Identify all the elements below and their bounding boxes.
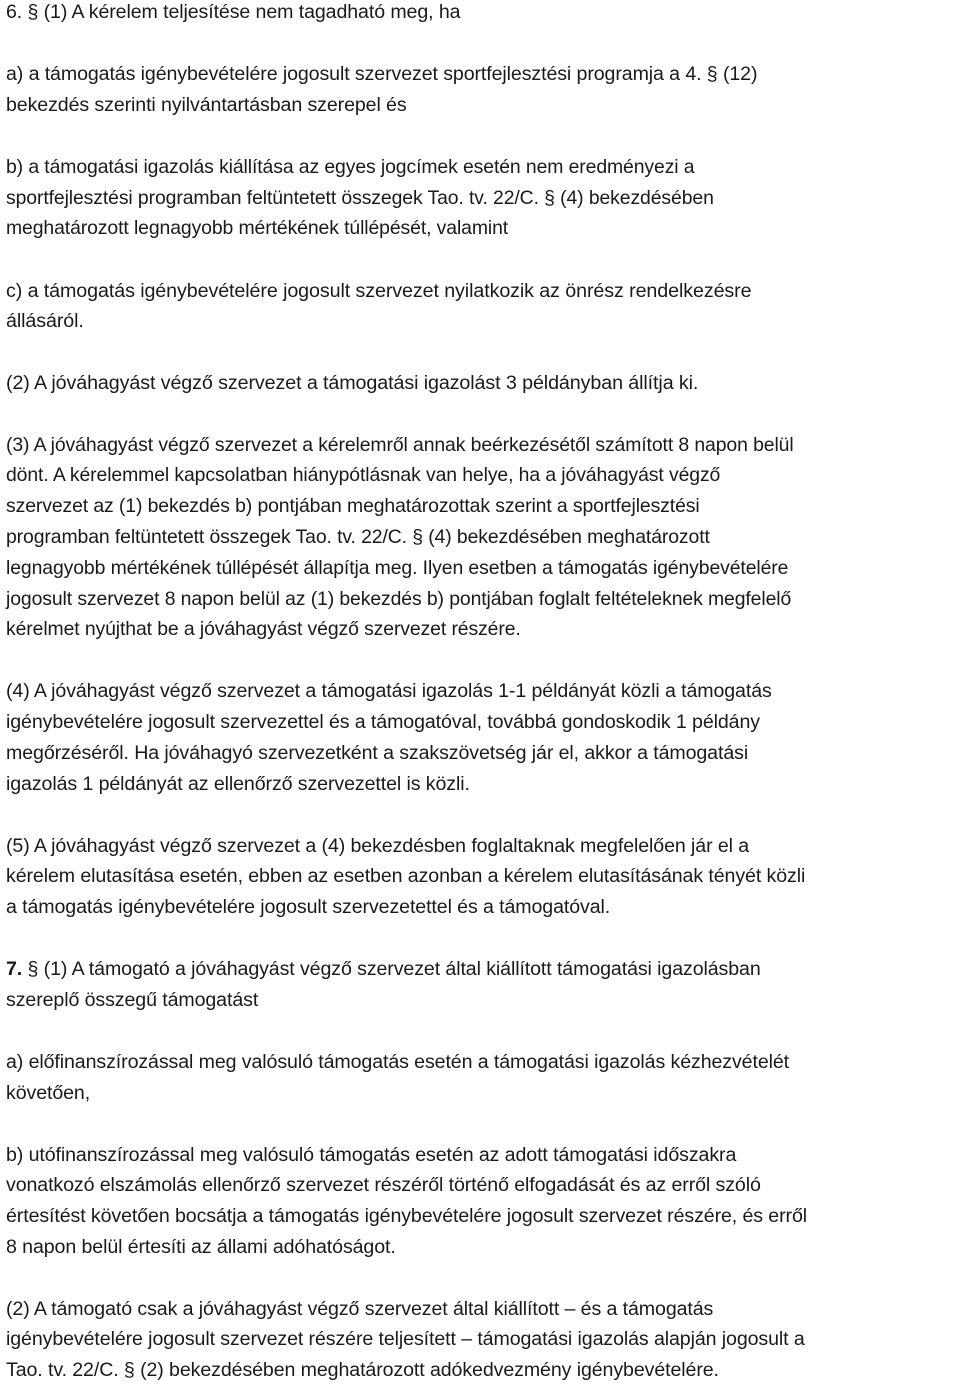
paragraph-line: Tao. tv. 22/C. § (2) bekezdésében meghatározott adókedvezmény igénybevételére.: [6, 1359, 719, 1381]
paragraph-line: értesítést követően bocsátja a támogatás igénybevételére jogosult szervezet részére, és erről: [6, 1205, 808, 1227]
section-7-number: 7.: [6, 958, 23, 980]
paragraph-line: bekezdés szerinti nyilvántartásban szerepel és: [6, 94, 407, 116]
paragraph-line: c) a támogatás igénybevételére jogosult szervezet nyilatkozik az önrész rendelkezésre: [6, 280, 752, 302]
paragraph-line: 8 napon belül értesíti az állami adóhatóságot.: [6, 1236, 396, 1258]
paragraph-line: a támogatás igénybevételére jogosult szervezetettel és a támogatóval.: [6, 896, 611, 918]
paragraph-line: szereplő összegű támogatást: [6, 989, 259, 1011]
paragraph-line: programban feltüntetett összegek Tao. tv. 22/C. § (4) bekezdésében meghatározott: [6, 526, 710, 548]
section-6-heading: 6. § (1) A kérelem teljesítése nem tagadható meg, ha: [6, 1, 461, 23]
paragraph-line: (5) A jóváhagyást végző szervezet a (4) bekezdésben foglaltaknak megfelelően jár el a: [6, 835, 750, 857]
paragraph-line: a) a támogatás igénybevételére jogosult szervezet sportfejlesztési programja a 4. § (12): [6, 63, 758, 85]
paragraph-line: vonatkozó elszámolás ellenőrző szervezet részéről történő elfogadását és az erről szóló: [6, 1174, 761, 1196]
paragraph-line: (2) A támogató csak a jóváhagyást végző szervezet által kiállított – és a támogatás: [6, 1298, 714, 1320]
paragraph-line: megőrzéséről. Ha jóváhagyó szervezetként a szakszövetség jár el, akkor a támogatási: [6, 742, 749, 764]
paragraph-line: (4) A jóváhagyást végző szervezet a támogatási igazolás 1-1 példányát közli a támogatás: [6, 680, 772, 702]
paragraph-line: igénybevételére jogosult szervezettel és a támogatóval, továbbá gondoskodik 1 példány: [6, 711, 760, 733]
paragraph-line: legnagyobb mértékének túllépését állapítja meg. Ilyen esetben a támogatás igénybevételére: [6, 557, 789, 579]
paragraph-line: sportfejlesztési programban feltüntetett összegek Tao. tv. 22/C. § (4) bekezdésében: [6, 187, 714, 209]
paragraph-line: jogosult szervezet 8 napon belül az (1) bekezdés b) pontjában foglalt feltételeknek megfelelő: [6, 588, 792, 610]
paragraph-line: kérelmet nyújthat be a jóváhagyást végző szervezet részére.: [6, 618, 521, 640]
section-7-text: § (1) A támogató a jóváhagyást végző szervezet által kiállított támogatási igazolásban: [27, 958, 761, 980]
paragraph-line: követően,: [6, 1082, 91, 1104]
paragraph-line: igazolás 1 példányát az ellenőrző szervezettel is közli.: [6, 773, 470, 795]
paragraph-line: b) a támogatási igazolás kiállítása az egyes jogcímek esetén nem eredményezi a: [6, 156, 695, 178]
paragraph-line: a) előfinanszírozással meg valósuló támogatás esetén a támogatási igazolás kézhezvételét: [6, 1051, 790, 1073]
paragraph-line: (3) A jóváhagyást végző szervezet a kérelemről annak beérkezésétől számított 8 napon belül: [6, 434, 794, 456]
paragraph-line: (2) A jóváhagyást végző szervezet a támogatási igazolást 3 példányban állítja ki.: [6, 372, 699, 394]
paragraph-line: igénybevételére jogosult szervezet részére teljesített – támogatási igazolás alapján jogosult a: [6, 1328, 805, 1350]
paragraph-line: kérelem elutasítása esetén, ebben az esetben azonban a kérelem elutasításának tényét közli: [6, 865, 806, 887]
paragraph-line: meghatározott legnagyobb mértékének túllépését, valamint: [6, 217, 509, 239]
paragraph-line: dönt. A kérelemmel kapcsolatban hiánypótlásnak van helye, ha a jóváhagyást végző: [6, 464, 721, 486]
section-7-heading: [6, 957, 761, 981]
paragraph-line: állásáról.: [6, 310, 84, 332]
paragraph-line: szervezet az (1) bekezdés b) pontjában meghatározottak szerint a sportfejlesztési: [6, 495, 700, 517]
paragraph-line: b) utófinanszírozással meg valósuló támogatás esetén az adott támogatási időszakra: [6, 1144, 737, 1166]
